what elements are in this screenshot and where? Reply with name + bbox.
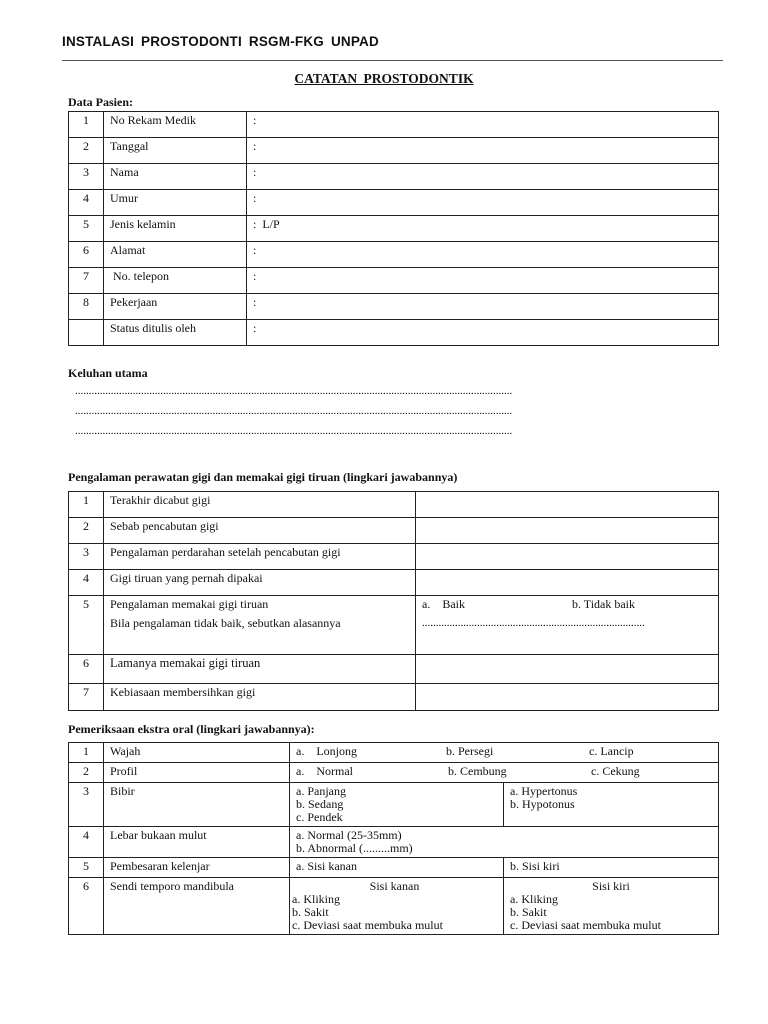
row-number: 7 xyxy=(69,684,104,711)
row-number: 2 xyxy=(69,518,104,544)
option-panjang[interactable]: a. Panjang xyxy=(296,784,346,798)
answer-cell[interactable] xyxy=(416,492,719,518)
sisi-kiri-title: Sisi kiri xyxy=(592,879,630,893)
row-label: Jenis kelamin xyxy=(104,216,247,242)
option-sisi-kiri[interactable]: b. Sisi kiri xyxy=(504,858,719,878)
option-kliking-kiri[interactable]: a. Kliking xyxy=(510,892,558,906)
keluhan-line-3[interactable]: ............................................................................................................................................................... xyxy=(75,425,513,437)
row-number: 6 xyxy=(69,655,104,684)
option-deviasi-kiri[interactable]: c. Deviasi saat membuka mulut xyxy=(510,918,661,932)
row-label: Pengalaman perdarahan setelah pencabutan gigi xyxy=(104,544,416,570)
row-label: Gigi tiruan yang pernah dipakai xyxy=(104,570,416,596)
answer-cell[interactable] xyxy=(416,655,719,684)
row-number: 4 xyxy=(69,190,104,216)
row-label: Lebar bukaan mulut xyxy=(104,827,290,858)
row-label: Kebiasaan membersihkan gigi xyxy=(104,684,416,711)
option-normal[interactable]: a. Normal xyxy=(296,764,353,778)
option-cekung[interactable]: c. Cekung xyxy=(591,764,640,778)
data-pasien-heading: Data Pasien: xyxy=(68,95,133,109)
sisi-kanan-title: Sisi kanan xyxy=(369,879,420,893)
row-label: No Rekam Medik xyxy=(104,112,247,138)
option-abnormal-bukaan[interactable]: b. Abnormal (.........mm) xyxy=(296,841,413,855)
row-number: 2 xyxy=(69,763,104,783)
keluhan-heading: Keluhan utama xyxy=(68,366,148,380)
option-baik[interactable]: a. Baik xyxy=(422,597,465,611)
table-row xyxy=(69,655,719,684)
table-row xyxy=(69,858,719,878)
page-title: CATATAN PROSTODONTIK xyxy=(294,71,474,86)
table-row xyxy=(69,878,719,935)
option-persegi[interactable]: b. Persegi xyxy=(446,744,494,758)
options-cell xyxy=(290,763,719,783)
option-cembung[interactable]: b. Cembung xyxy=(448,764,507,778)
table-row xyxy=(69,138,719,164)
row-label: Alamat xyxy=(104,242,247,268)
ekstra-heading: Pemeriksaan ekstra oral (lingkari jawabannya): xyxy=(68,722,315,736)
row-number: 5 xyxy=(69,858,104,878)
row-number: 1 xyxy=(69,492,104,518)
pengalaman-table xyxy=(68,491,719,711)
answer-cell[interactable] xyxy=(416,518,719,544)
keluhan-line-1[interactable]: ............................................................................................................................................................... xyxy=(75,385,513,397)
row-label: Bibir xyxy=(104,783,290,827)
row-label: Pekerjaan xyxy=(104,294,247,320)
value-field[interactable]: : xyxy=(247,190,719,216)
table-row xyxy=(69,190,719,216)
options xyxy=(422,598,712,611)
table-row xyxy=(69,763,719,783)
table-row xyxy=(69,268,719,294)
options-cell xyxy=(504,878,719,935)
option-sisi-kanan[interactable]: a. Sisi kanan xyxy=(290,858,504,878)
value-field[interactable]: : L/P xyxy=(247,216,719,242)
row-label: Wajah xyxy=(104,743,290,763)
row-sublabel: Bila pengalaman tidak baik, sebutkan alasannya xyxy=(110,616,341,630)
answer-cell[interactable] xyxy=(416,684,719,711)
table-row xyxy=(69,294,719,320)
table-row xyxy=(69,827,719,858)
row-number: 3 xyxy=(69,164,104,190)
option-sedang[interactable]: b. Sedang xyxy=(296,797,344,811)
pengalaman-heading: Pengalaman perawatan gigi dan memakai gigi tiruan (lingkari jawabannya) xyxy=(68,470,458,484)
table-row xyxy=(69,242,719,268)
table-row xyxy=(69,743,719,763)
options xyxy=(296,765,712,778)
table-row xyxy=(69,570,719,596)
row-label: Lamanya memakai gigi tiruan xyxy=(104,655,416,684)
row-label: Pembesaran kelenjar xyxy=(104,858,290,878)
row-label: Profil xyxy=(104,763,290,783)
option-normal-bukaan[interactable]: a. Normal (25-35mm) xyxy=(296,828,402,842)
institution-header: INSTALASI PROSTODONTI RSGM-FKG UNPAD xyxy=(62,34,379,49)
reason-line[interactable]: ................................................................................. xyxy=(422,617,645,629)
option-sakit-kiri[interactable]: b. Sakit xyxy=(510,905,547,919)
table-row xyxy=(69,684,719,711)
row-number: 6 xyxy=(69,242,104,268)
row-number: 8 xyxy=(69,294,104,320)
answer-cell[interactable] xyxy=(416,570,719,596)
table-row xyxy=(69,320,719,346)
option-sakit-kanan[interactable]: b. Sakit xyxy=(292,905,329,919)
row-label: Terakhir dicabut gigi xyxy=(104,492,416,518)
table-row xyxy=(69,783,719,827)
row-label: Umur xyxy=(104,190,247,216)
row-number: 6 xyxy=(69,878,104,935)
row-label-group xyxy=(104,596,416,655)
table-row xyxy=(69,164,719,190)
row-number: 3 xyxy=(69,544,104,570)
keluhan-line-2[interactable]: ............................................................................................................................................................... xyxy=(75,405,513,417)
option-lonjong[interactable]: a. Lonjong xyxy=(296,744,357,758)
ekstra-table xyxy=(68,742,719,935)
value-field[interactable]: : xyxy=(247,268,719,294)
value-field[interactable]: : xyxy=(247,164,719,190)
option-hypotonus[interactable]: b. Hypotonus xyxy=(510,797,575,811)
row-number: 1 xyxy=(69,743,104,763)
option-lancip[interactable]: c. Lancip xyxy=(589,744,634,758)
data-pasien-table xyxy=(68,111,719,346)
table-row xyxy=(69,596,719,655)
value-field[interactable]: : xyxy=(247,320,719,346)
option-deviasi-kanan[interactable]: c. Deviasi saat membuka mulut xyxy=(292,918,443,932)
row-number: 1 xyxy=(69,112,104,138)
options-cell xyxy=(290,743,719,763)
row-number xyxy=(69,320,104,346)
table-row xyxy=(69,544,719,570)
header-divider xyxy=(62,60,723,61)
table-row xyxy=(69,492,719,518)
row-number: 7 xyxy=(69,268,104,294)
options-cell xyxy=(290,878,504,935)
row-label: Tanggal xyxy=(104,138,247,164)
table-row xyxy=(69,112,719,138)
options-cell xyxy=(290,827,719,858)
row-number: 2 xyxy=(69,138,104,164)
row-number: 5 xyxy=(69,216,104,242)
row-label: No. telepon xyxy=(104,268,247,294)
row-label: Nama xyxy=(104,164,247,190)
row-label: Sendi temporo mandibula xyxy=(104,878,290,935)
row-label: Sebab pencabutan gigi xyxy=(104,518,416,544)
options-cell xyxy=(290,783,504,827)
row-number: 5 xyxy=(69,596,104,655)
answer-cell xyxy=(416,596,719,655)
table-row xyxy=(69,518,719,544)
value-field[interactable]: : xyxy=(247,242,719,268)
option-tidak-baik[interactable]: b. Tidak baik xyxy=(572,597,636,611)
options-cell xyxy=(504,783,719,827)
answer-cell[interactable] xyxy=(416,544,719,570)
value-field[interactable]: : xyxy=(247,294,719,320)
option-hypertonus[interactable]: a. Hypertonus xyxy=(510,784,578,798)
row-label: Pengalaman memakai gigi tiruan xyxy=(110,597,269,611)
option-pendek[interactable]: c. Pendek xyxy=(296,810,343,824)
row-number: 4 xyxy=(69,827,104,858)
row-label: Status ditulis oleh xyxy=(104,320,247,346)
value-field[interactable]: : xyxy=(247,112,719,138)
value-field[interactable]: : xyxy=(247,138,719,164)
options xyxy=(296,745,712,758)
table-row xyxy=(69,216,719,242)
option-kliking-kanan[interactable]: a. Kliking xyxy=(292,892,340,906)
row-number: 3 xyxy=(69,783,104,827)
row-number: 4 xyxy=(69,570,104,596)
